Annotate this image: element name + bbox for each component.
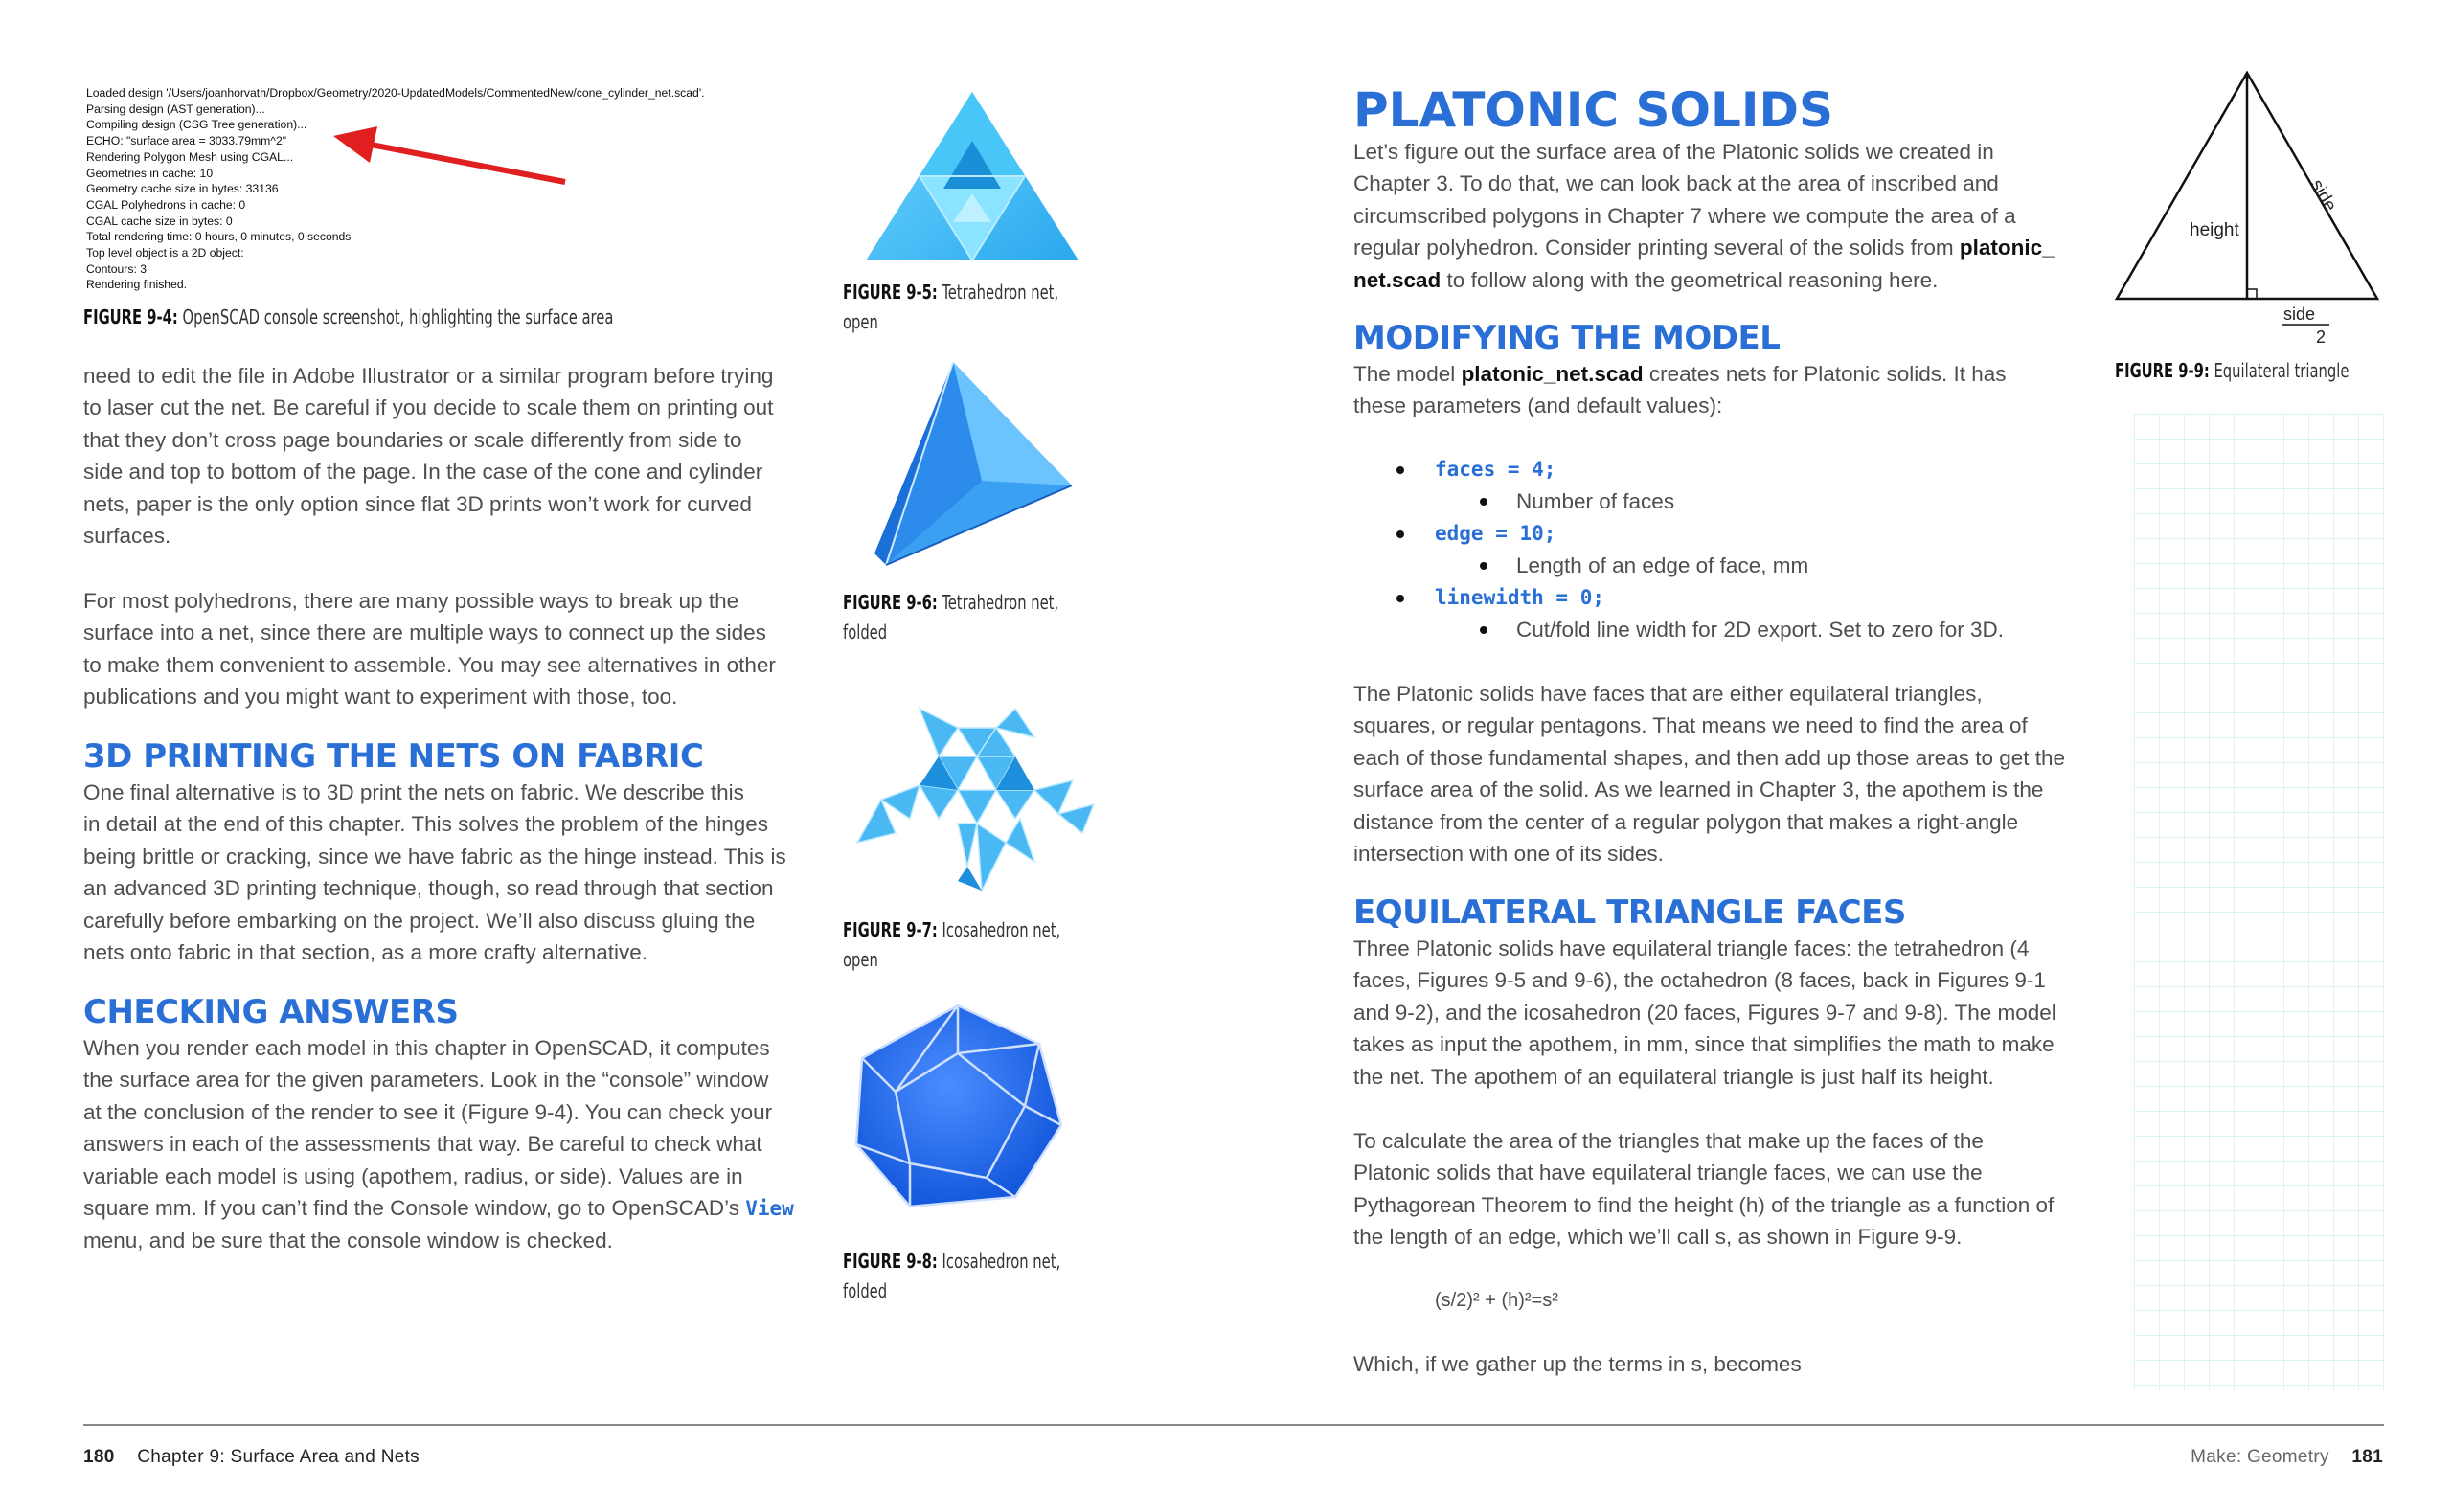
console-line: Rendering finished. bbox=[86, 278, 188, 292]
icosahedron-net-open-image bbox=[852, 699, 1101, 905]
side-label: side bbox=[2305, 176, 2341, 215]
book-title: Make: Geometry bbox=[2191, 1447, 2329, 1467]
heading-equilateral-faces: EQUILATERAL TRIANGLE FACES bbox=[1353, 893, 1906, 932]
title-platonic-solids: PLATONIC SOLIDS bbox=[1353, 82, 1833, 138]
paragraph-checking-answers: When you render each model in this chapter in OpenSCAD, it computes the surface area for the given parameters. Look in the “console” window at the conclusion of the render to see it (Figure 9-4). You can check your answers in each of the assessments that way. Be careful to check what variable each model is using (apothem, radius, or side). Values are in square mm. If you can’t find the Console window, go to OpenSCAD’s View menu, and be sure that the console window is checked. bbox=[83, 1036, 794, 1253]
footer-right bbox=[2191, 1447, 2383, 1468]
red-arrow-icon bbox=[326, 123, 575, 190]
paragraph-platonic-faces: The Platonic solids have faces that are either equilateral triangles, squares, or regular pentagons. That means we need to find the area of each of those fundamental shapes, and then add up those areas to get the surface area of the solid. As we learned in Chapter 3, the apothem is the distance from the center of a regular polygon that makes a right-angle intersection with one of its sides. bbox=[1353, 682, 2066, 867]
paragraph-calculate: To calculate the area of the triangles that make up the faces of the Platonic solids that have equilateral triangle faces, we can use the Pythagorean Theorem to find the height (h) of the triangle as a function of the length of an edge, which we’ll call s, as shown in Figure 9-9. bbox=[1353, 1129, 2055, 1250]
heading-checking-answers: CHECKING ANSWERS bbox=[83, 993, 459, 1031]
chapter-title: Chapter 9: Surface Area and Nets bbox=[137, 1447, 420, 1467]
param-edge: edge = 10; bbox=[1353, 518, 2120, 550]
paragraph-polyhedrons: For most polyhedrons, there are many possible ways to break up the surface into a net, since there are multiple ways to connect up the sides to make them convenient to assemble. You may see alternatives in other publications and you might want to experiment with those, too. bbox=[83, 589, 776, 710]
param-edge-desc: Length of an edge of face, mm bbox=[1353, 550, 2120, 581]
figure-9-8-caption: FIGURE 9-8: Icosahedron net, folded bbox=[843, 1250, 1061, 1302]
paragraph-which: Which, if we gather up the terms in s, becomes bbox=[1353, 1352, 1802, 1376]
figure-9-7-caption: FIGURE 9-7: Icosahedron net, open bbox=[843, 918, 1061, 971]
paragraph-equilateral: Three Platonic solids have equilateral triangle faces: the tetrahedron (4 faces, Figures 9-5 and 9-6), the octahedron (8 faces, back in Figures 9-1 and 9-2), and the icosahedron (20 faces, Figures 9-7 and 9-8). The model takes as input the apothem, in mm, since that simplifies the math to make the net. The apothem of an equilateral triangle is just half its height. bbox=[1353, 937, 2056, 1089]
console-line: CGAL Polyhedrons in cache: 0 bbox=[86, 197, 246, 212]
console-line: Loaded design '/Users/joanhorvath/Dropbox/Geometry/2020-UpdatedModels/CommentedNew/cone_cylinder_net.scad'. bbox=[86, 86, 705, 100]
grid-paper bbox=[2134, 414, 2385, 1390]
tetrahedron-net-open-image bbox=[862, 88, 1082, 270]
paragraph-intro: Let’s figure out the surface area of the Platonic solids we created in Chapter 3. To do that, we can look back at the area of inscribed and circumscribed polygons in Chapter 7 where we compute the area of a regular polyhedron. Consider printing several of the solids from platonic_ net.scad to follow along with the geometrical reasoning here. bbox=[1353, 140, 2055, 292]
param-faces: faces = 4; bbox=[1353, 454, 2120, 485]
console-line: ECHO: "surface area = 3033.79mm^2" bbox=[86, 134, 287, 148]
console-line: Rendering Polygon Mesh using CGAL... bbox=[86, 149, 294, 164]
console-line: Top level object is a 2D object: bbox=[86, 246, 244, 260]
console-line: Parsing design (AST generation)... bbox=[86, 102, 265, 116]
heading-printing-on-fabric: 3D PRINTING THE NETS ON FABRIC bbox=[83, 737, 704, 776]
console-line: CGAL cache size in bytes: 0 bbox=[86, 214, 233, 228]
icosahedron-folded-image bbox=[843, 1001, 1073, 1216]
right-page-number: 181 bbox=[2351, 1447, 2383, 1467]
param-linewidth: linewidth = 0; bbox=[1353, 582, 2120, 614]
console-line: Compiling design (CSG Tree generation)... bbox=[86, 118, 307, 132]
figure-9-5-caption: FIGURE 9-5: Tetrahedron net, open bbox=[843, 281, 1059, 333]
figure-9-6-caption: FIGURE 9-6: Tetrahedron net, folded bbox=[843, 591, 1059, 643]
equilateral-triangle-diagram bbox=[2107, 65, 2385, 352]
half-side-denominator: 2 bbox=[2316, 327, 2327, 347]
left-page-number: 180 bbox=[83, 1447, 115, 1467]
parameters-list bbox=[1353, 454, 2120, 645]
paragraph-modify: The model platonic_net.scad creates nets for Platonic solids. It has these parameters (and default values): bbox=[1353, 362, 2007, 418]
half-side-numerator: side bbox=[2283, 305, 2316, 324]
console-line: Contours: 3 bbox=[86, 261, 148, 276]
footer-rule bbox=[83, 1424, 2384, 1426]
paragraph-nets-editing: need to edit the file in Adobe Illustrator or a similar program before trying to laser cut the net. Be careful if you decide to scale them on printing out that they don’t cross page boundaries or scale differently from side to side and top to bottom of the page. In the case of the cone and cylinder nets, paper is the only option since flat 3D prints won’t work for curved surfaces. bbox=[83, 364, 774, 549]
console-line: Geometries in cache: 10 bbox=[86, 166, 214, 180]
figure-9-4-caption: FIGURE 9-4: OpenSCAD console screenshot, highlighting the surface area bbox=[83, 305, 614, 328]
view-menu-code: View bbox=[745, 1197, 794, 1221]
param-faces-desc: Number of faces bbox=[1353, 485, 2120, 517]
footer-left bbox=[83, 1447, 420, 1468]
console-line: Total rendering time: 0 hours, 0 minutes, 0 seconds bbox=[86, 230, 352, 244]
tetrahedron-folded-image bbox=[867, 356, 1078, 572]
equation: (s/2)² + (h)²=s² bbox=[1435, 1290, 1558, 1311]
console-line: Geometry cache size in bytes: 33136 bbox=[86, 182, 279, 196]
param-linewidth-desc: Cut/fold line width for 2D export. Set to zero for 3D. bbox=[1353, 614, 2120, 645]
height-label: height bbox=[2190, 220, 2239, 240]
figure-9-9-caption: FIGURE 9-9: Equilateral triangle bbox=[2115, 359, 2350, 382]
paragraph-fabric: One final alternative is to 3D print the nets on fabric. We describe this in detail at the end of this chapter. This solves the problem of the hinges being brittle or cracking, since we have fabric as the hinge instead. This is an advanced 3D printing technique, though, so read through that section carefully before embarking on the project. We’ll also discuss gluing the nets onto fabric in that section, as a more crafty alternative. bbox=[83, 780, 786, 965]
heading-modifying-model: MODIFYING THE MODEL bbox=[1353, 319, 1781, 357]
